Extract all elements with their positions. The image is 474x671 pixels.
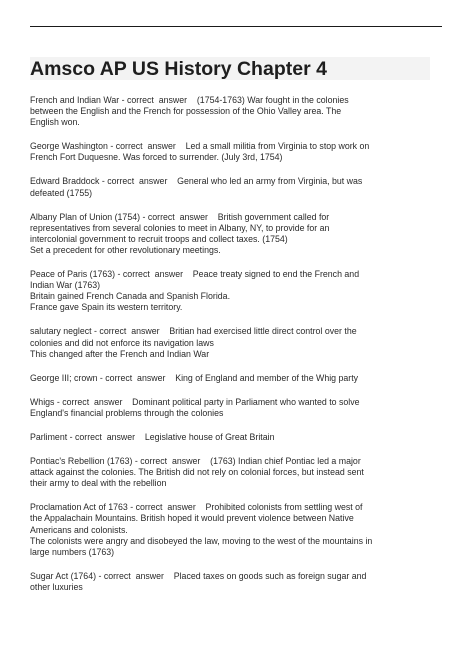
entry-line: salutary neglect - correct answer Britian had exercised little direct control over the (30, 326, 357, 337)
entry-line: colonies and did not enforce its navigation laws (30, 337, 214, 348)
entry-line: attack against the colonies. The British did not rely on colonial forces, but instead sent (30, 467, 364, 478)
entry-line: intercolonial government to recruit troops and collect taxes. (1754) (30, 233, 288, 244)
entry-line: Peace of Paris (1763) - correct answer Peace treaty signed to end the French and (30, 269, 360, 280)
entry-line: Pontiac's Rebellion (1763) - correct answer (1763) Indian chief Pontiac led a major (30, 456, 361, 467)
entry-line: large numbers (1763) (30, 546, 115, 557)
entry-line: The colonists were angry and disobeyed the law, moving to the west of the mountains in (30, 535, 373, 546)
list-item (30, 326, 442, 359)
entry-line: Parliment - correct answer Legislative house of Great Britain (30, 431, 275, 442)
list-item (30, 456, 442, 489)
entry-line: English won. (30, 117, 80, 128)
entry-line: representatives from several colonies to meet in Albany, NY, to provide for an (30, 222, 330, 233)
list-item (30, 397, 442, 419)
entry-line: Whigs - correct answer Dominant political party in Parliament who wanted to solve (30, 396, 360, 407)
entry-line: Indian War (1763) (30, 280, 101, 291)
entry-line: Edward Braddock - correct answer General who led an army from Virginia, but was (30, 176, 363, 187)
entry-line: the Appalachain Mountains. British hoped it would prevent violence between Native (30, 513, 354, 524)
entry-line: Americans and colonists. (30, 524, 128, 535)
entry-line: France gave Spain its western territory. (30, 302, 183, 313)
list-item (30, 269, 442, 313)
entry-line: French Fort Duquesne. Was forced to surrender. (July 3rd, 1754) (30, 152, 283, 163)
entry-line: defeated (1755) (30, 187, 93, 198)
entry-line: French and Indian War - correct answer (1754-1763) War fought in the colonies (30, 95, 349, 105)
entry-line: England's financial problems through the colonies (30, 407, 224, 418)
list-item (30, 571, 442, 593)
entry-line: This changed after the French and Indian War (30, 348, 210, 359)
entry-line: Albany Plan of Union (1754) - correct answer British government called for (30, 211, 330, 222)
entry-line: Proclamation Act of 1763 - correct answer Prohibited colonists from settling west of (30, 502, 363, 513)
list-item (30, 502, 442, 557)
entry-line: other luxuries (30, 581, 83, 592)
entry-list (30, 95, 442, 606)
list-item (30, 373, 442, 384)
list-item (30, 212, 442, 256)
entry-line: between the English and the French for possession of the Ohio Valley area. The (30, 106, 342, 117)
entry-line: Britain gained French Canada and Spanish Florida. (30, 291, 231, 302)
top-rule (30, 26, 442, 27)
entry-line: Sugar Act (1764) - correct answer Placed taxes on goods such as foreign sugar and (30, 570, 367, 581)
entry-line: George III; crown - correct answer King of England and member of the Whig party (30, 372, 359, 383)
list-item (30, 141, 442, 163)
entry-line: their army to deal with the rebellion (30, 478, 167, 489)
list-item (30, 176, 442, 198)
entry-line: George Washington - correct answer Led a small militia from Virginia to stop work on (30, 141, 370, 152)
list-item (30, 95, 442, 128)
page-title: Amsco AP US History Chapter 4 (30, 58, 327, 80)
entry-line: Set a precedent for other revolutionary meetings. (30, 244, 221, 255)
list-item (30, 432, 442, 443)
